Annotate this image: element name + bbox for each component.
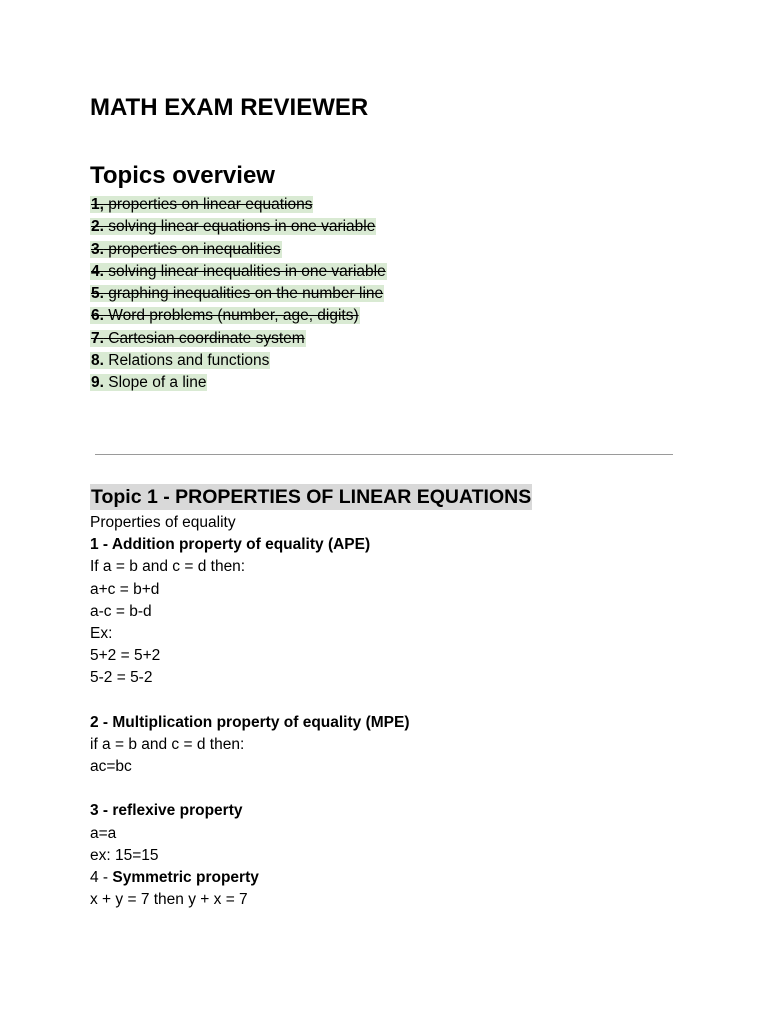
- topic-item: 5. graphing inequalities on the number line: [91, 285, 384, 303]
- topic1-heading: Topic 1 - PROPERTIES OF LINEAR EQUATIONS: [91, 486, 532, 508]
- topic-item: 1, properties on linear equations: [91, 196, 313, 213]
- topic1-body: [90, 512, 409, 911]
- mpe-heading: 2 - Multiplication property of equality (MPE): [90, 713, 410, 731]
- ape-line: a+c = b+d: [90, 580, 160, 598]
- ape-line: If a = b and c = d then:: [90, 558, 246, 576]
- mpe-line: if a = b and c = d then:: [90, 735, 245, 753]
- symmetric-prefix: 4 -: [90, 869, 113, 886]
- reflexive-heading: 3 - reflexive property: [90, 802, 243, 820]
- ape-line: 5-2 = 5-2: [90, 669, 153, 687]
- topics-overview-list: [90, 194, 387, 395]
- topic-item: 7. Cartesian coordinate system: [91, 329, 305, 347]
- symmetric-heading-line: [90, 867, 409, 889]
- mpe-line: ac=bc: [90, 758, 132, 776]
- blank-line: [90, 778, 409, 800]
- topic-item: 4. solving linear inequalities in one variable: [91, 262, 386, 280]
- topic-item: 6. Word problems (number, age, digits): [91, 307, 359, 325]
- topic-item: 9. Slope of a line: [91, 374, 207, 392]
- reflexive-line: ex: 15=15: [90, 846, 159, 864]
- topics-overview-heading: Topics overview: [90, 162, 275, 189]
- ape-heading: 1 - Addition property of equality (APE): [90, 536, 371, 554]
- ape-line: Ex:: [90, 624, 113, 642]
- symmetric-heading: Symmetric property: [112, 869, 259, 886]
- topic-item: 2. solving linear equations in one variable: [91, 218, 376, 236]
- reflexive-line: a=a: [90, 824, 117, 842]
- symmetric-line: x + y = 7 then y + x = 7: [90, 891, 248, 909]
- topic-item: 3. properties on inequalities: [91, 240, 281, 258]
- ape-line: a-c = b-d: [90, 602, 152, 620]
- horizontal-divider: [95, 454, 673, 455]
- properties-subheading: Properties of equality: [90, 514, 236, 531]
- topic-item: 8. Relations and functions: [91, 352, 270, 370]
- blank-line: [90, 690, 409, 712]
- document-title: MATH EXAM REVIEWER: [90, 94, 369, 121]
- ape-line: 5+2 = 5+2: [90, 647, 161, 665]
